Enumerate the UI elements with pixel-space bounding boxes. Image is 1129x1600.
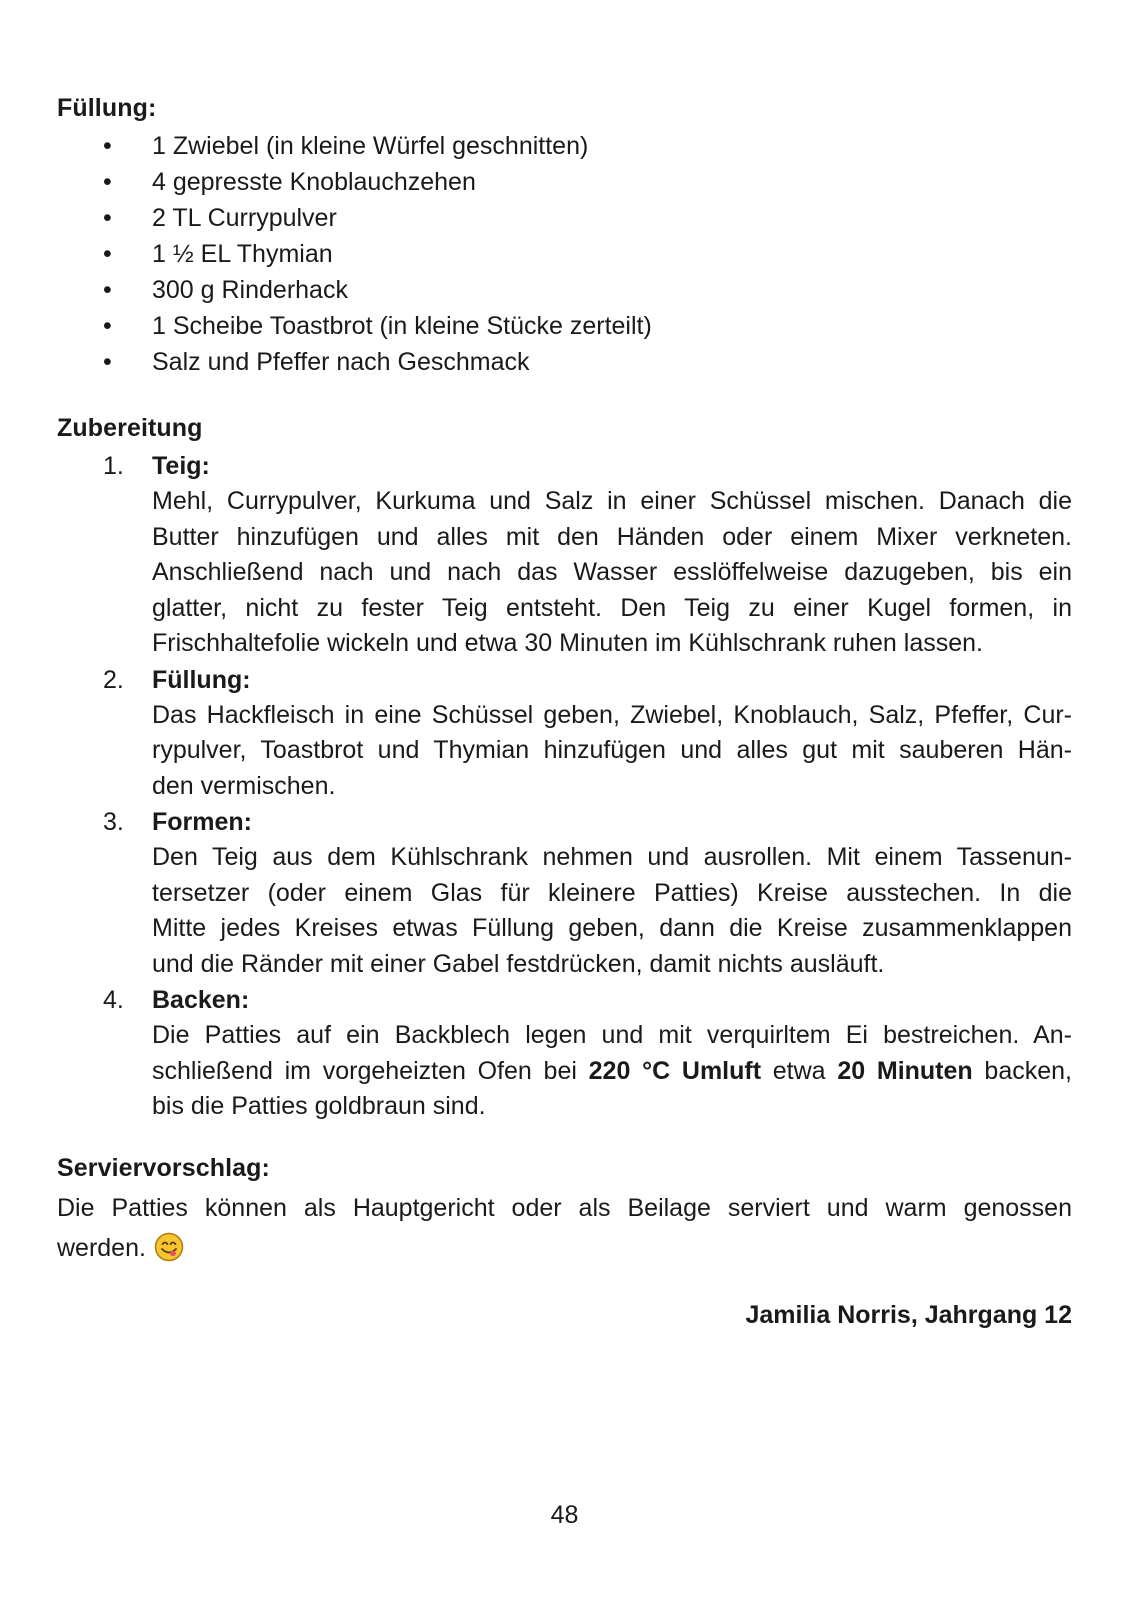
fillings-heading: Füllung: (57, 94, 157, 122)
list-item: • 1 Scheibe Toastbrot (in kleine Stücke zerteilt) (57, 308, 1072, 344)
baking-time: 20 Minuten (837, 1056, 973, 1085)
preparation-steps (57, 448, 1072, 1125)
bullet-icon: • (103, 204, 112, 232)
list-item: • 300 g Rinderhack (57, 272, 1072, 308)
list-item: • 1 Zwiebel (in kleine Würfel geschnitten) (57, 128, 1072, 164)
bullet-icon: • (103, 348, 112, 376)
list-item: • 4 gepresste Knoblauchzehen (57, 164, 1072, 200)
step-text: Den Teig aus dem Kühlschrank nehmen und ausrollen. Mit einem Tassenun- tersetzer (oder einem Glas für kleinere Patties) Kreise ausstechen. In die Mitte jedes Kreises etwas Füllung geben, dann die Kreise zusammenklappen und die Ränder mit einer Gabel festdrücken, damit nichts ausläuft. (152, 843, 1072, 978)
step-title: Füllung: (152, 665, 251, 694)
author-signature: Jamilia Norris, Jahrgang 12 (745, 1301, 1072, 1329)
bullet-icon: • (103, 240, 112, 268)
step-1 (57, 448, 1072, 662)
serving-heading: Serviervorschlag: (57, 1154, 270, 1182)
step-number: 1. (103, 452, 124, 480)
step-title: Teig: (152, 452, 210, 480)
step-title: Backen: (152, 986, 250, 1014)
step-title: Formen: (152, 808, 252, 836)
baking-instructions-line: schließend im vorgeheizten Ofen bei 220 °C Umluft etwa 20 Minuten backen, (152, 1056, 1072, 1085)
yum-face-emoji-icon (154, 1232, 184, 1262)
step-number: 2. (103, 665, 124, 694)
bullet-icon: • (103, 312, 112, 340)
step-text: Mehl, Currypulver, Kurkuma und Salz in einer Schüssel mischen. Danach die Butter hinzufügen und alles mit den Händen oder einem Mixer verkneten. Anschließend nach und nach das Wasser esslöffelweise dazugeben, bis ein glatter, nicht zu fester Teig entsteht. Den Teig zu einer Kugel formen, in Frischhaltefolie wickeln und etwa 30 Minuten im Kühlschrank ruhen lassen. (152, 487, 1072, 657)
step-text: Die Patties auf ein Backblech legen und mit verquirltem Ei bestreichen. An- schließend im vorgeheizten Ofen bei 220 °C Umluft etwa 20 Minuten backen, bis die Patties goldbraun sind. (152, 1021, 1072, 1120)
step-3 (57, 804, 1072, 982)
step-number: 4. (103, 986, 124, 1014)
step-number: 3. (103, 808, 124, 836)
step-4 (57, 982, 1072, 1125)
list-item: • 2 TL Currypulver (57, 200, 1072, 236)
baking-temperature: 220 °C Umluft (588, 1056, 762, 1085)
step-2 (57, 662, 1072, 805)
bullet-icon: • (103, 276, 112, 304)
list-item: • Salz und Pfeffer nach Geschmack (57, 344, 1072, 380)
preparation-heading: Zubereitung (57, 414, 203, 442)
step-text: Das Hackfleisch in eine Schüssel geben, Zwiebel, Knoblauch, Salz, Pfeffer, Cur- rypulver, Toastbrot und Thymian hinzufügen und alles gut mit sauberen Hän- den vermischen. (152, 700, 1072, 800)
fillings-list (57, 128, 1072, 380)
serving-text: Die Patties können als Hauptgericht oder als Beilage serviert und warm genossen werden. (57, 1194, 1072, 1262)
bullet-icon: • (103, 132, 112, 160)
list-item: • 1 ½ EL Thymian (57, 236, 1072, 272)
page-number: 48 (550, 1501, 579, 1529)
bullet-icon: • (103, 168, 112, 196)
